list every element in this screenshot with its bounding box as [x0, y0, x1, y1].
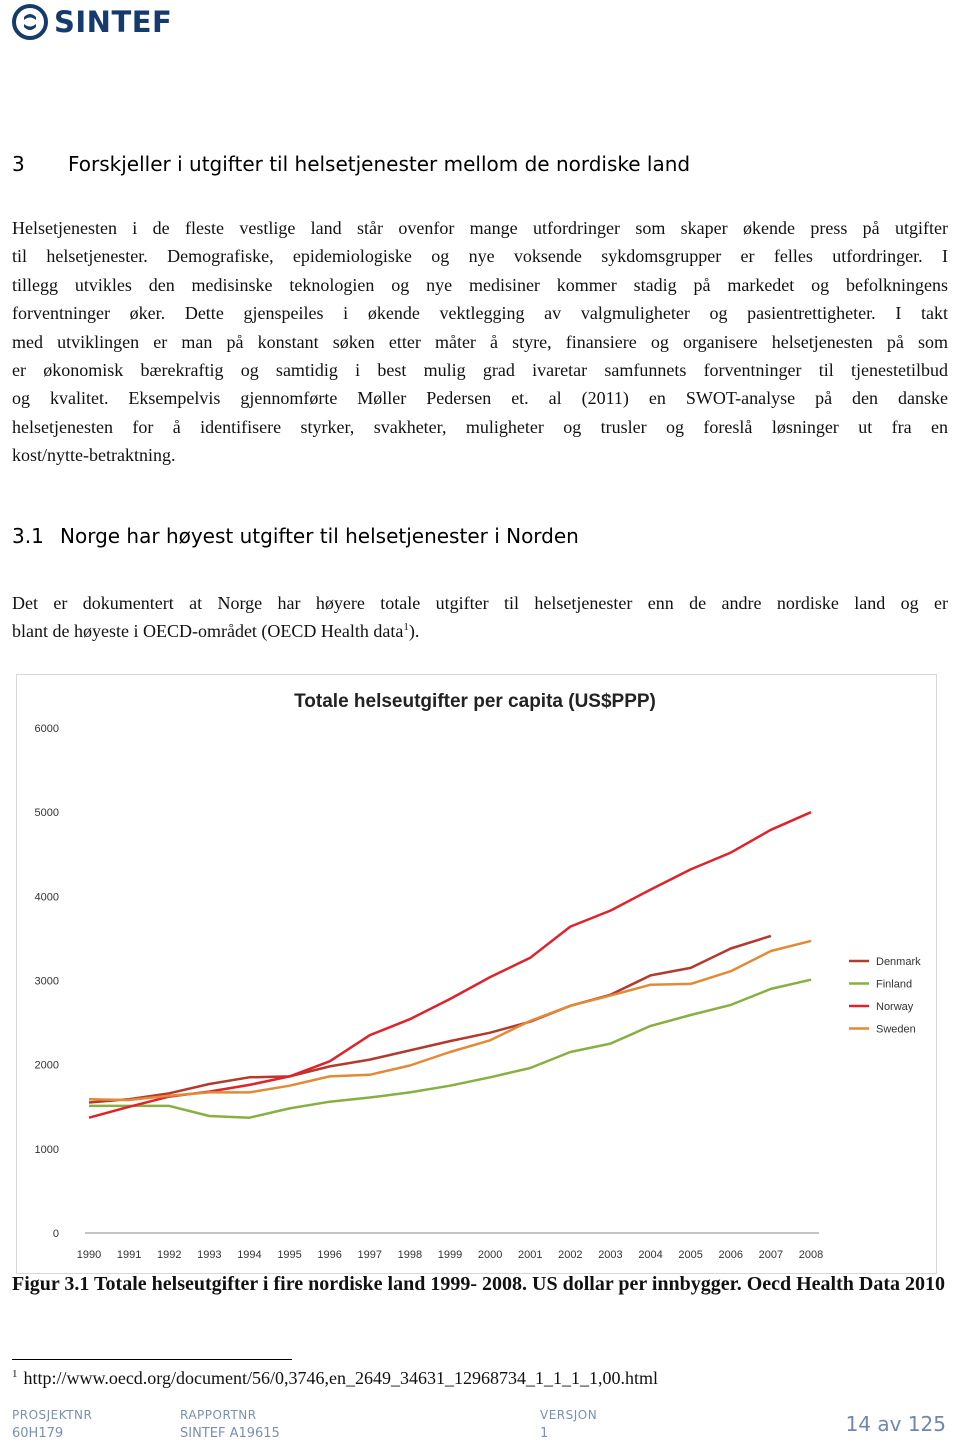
paragraph-line: er økonomisk bærekraftig og samtidig i best mulig grad ivaretar samfunnets forventninger til tjenestetilbud	[12, 360, 948, 381]
section-3-heading	[12, 152, 690, 176]
x-tick-label: 2002	[558, 1249, 583, 1261]
section-title: Forskjeller i utgifter til helsetjenester mellom de nordiske land	[68, 152, 691, 176]
x-tick-label: 1994	[237, 1249, 262, 1261]
x-tick-label: 2007	[758, 1249, 784, 1261]
footnote-ref[interactable]: 1	[403, 621, 409, 634]
y-tick-label: 5000	[34, 807, 59, 820]
footnote-divider	[12, 1359, 292, 1360]
x-tick-label: 2001	[517, 1249, 543, 1261]
legend-label-finland: Finland	[876, 978, 913, 991]
y-tick-label: 4000	[34, 891, 59, 904]
chart-title: Totale helseutgifter per capita (US$PPP)	[294, 691, 656, 712]
brand-name: SINTEF	[54, 5, 173, 39]
page-number: 14 av 125	[845, 1412, 946, 1436]
legend-label-norway: Norway	[876, 1001, 914, 1013]
paragraph-line: Det er dokumentert at Norge har høyere totale utgifter til helsetjenester enn de andre nordiske land og er	[12, 593, 948, 613]
x-tick-label: 1998	[397, 1249, 423, 1261]
legend-label-sweden: Sweden	[876, 1023, 916, 1036]
x-tick-label: 1999	[437, 1249, 463, 1261]
intro-paragraph	[12, 214, 948, 470]
section-3-1-heading	[12, 524, 579, 548]
paragraph-line: med utviklingen er man på konstant søken etter måter å styre, finansiere og organisere helsetjenesten på som	[12, 331, 948, 352]
x-tick-label: 1993	[197, 1249, 222, 1261]
x-tick-label: 2006	[718, 1249, 744, 1261]
section-number: 3	[12, 152, 25, 176]
x-tick-label: 2004	[638, 1249, 663, 1261]
section-number: 3.1	[12, 524, 44, 548]
project-value: 60H179	[12, 1426, 64, 1441]
y-tick-label: 6000	[34, 723, 59, 735]
paragraph-text: blant de høyeste i OECD-området (OECD Health data	[12, 621, 404, 642]
sintef-logo	[12, 4, 172, 40]
x-tick-label: 1997	[357, 1249, 383, 1261]
x-tick-label: 1990	[76, 1249, 102, 1261]
series-line-denmark	[89, 936, 771, 1103]
paragraph-text: ).	[408, 621, 420, 642]
sintef-logo-icon	[12, 4, 48, 40]
x-tick-label: 1992	[156, 1249, 182, 1261]
x-tick-label: 2003	[598, 1249, 623, 1261]
version-value: 1	[540, 1426, 549, 1441]
project-label: PROSJEKTNR	[12, 1408, 93, 1422]
footnote-mark: 1	[12, 1368, 18, 1380]
version-label: VERSJON	[540, 1408, 598, 1422]
x-tick-label: 2000	[477, 1249, 503, 1261]
footnote-link[interactable]: http://www.oecd.org/document/56/0,3746,en_2649_34631_12968734_1_1_1_1,00.html	[23, 1368, 658, 1388]
report-value: SINTEF A19615	[180, 1426, 280, 1441]
paragraph-line: til helsetjenester. Demografiske, epidemiologiske og nye voksende sykdomsgrupper er felles utfordringer. I	[12, 246, 948, 267]
footer-project	[12, 1408, 92, 1441]
legend-label-denmark: Denmark	[876, 956, 921, 968]
series-line-sweden	[89, 941, 811, 1100]
paragraph-line: helsetjenesten for å identifisere styrker, svakheter, muligheter og trusler og foreslå løsninger ut fra en	[12, 416, 948, 437]
x-tick-label: 1996	[317, 1249, 342, 1261]
health-expenditure-chart	[16, 674, 937, 1274]
page-footer	[0, 1408, 960, 1455]
norway-paragraph	[12, 589, 948, 646]
section-title: Norge har høyest utgifter til helsetjenester i Norden	[60, 524, 579, 548]
chart-svg	[17, 675, 936, 1273]
paragraph-line: kost/nytte-betraktning.	[12, 445, 176, 466]
x-tick-label: 1995	[277, 1249, 302, 1261]
series-line-finland	[89, 980, 811, 1118]
paragraph-line: Helsetjenesten i de fleste vestlige land står ovenfor mange utfordringer som skaper økende press på utgifter	[12, 218, 948, 238]
y-tick-label: 1000	[34, 1143, 59, 1156]
y-tick-label: 2000	[34, 1059, 59, 1072]
paragraph-line: og kvalitet. Eksempelvis gjennomførte Møller Pedersen et. al (2011) en SWOT-analyse på den danske	[12, 388, 948, 409]
series-line-norway	[89, 812, 811, 1117]
y-tick-label: 3000	[34, 975, 59, 988]
footnote	[12, 1368, 658, 1389]
footer-report	[180, 1408, 280, 1441]
x-tick-label: 2008	[798, 1249, 824, 1261]
paragraph-line	[12, 617, 948, 645]
x-tick-label: 2005	[678, 1249, 703, 1261]
paragraph-line: forventninger øker. Dette gjenspeiles i økende vektlegging av valgmuligheter og pasientrettigheter. I takt	[12, 303, 948, 324]
figure-caption: Figur 3.1 Totale helseutgifter i fire nordiske land 1999- 2008. US dollar per innbygger. Oecd Health Data 2010	[12, 1273, 945, 1295]
report-label: RAPPORTNR	[180, 1408, 257, 1422]
y-tick-label: 0	[52, 1228, 59, 1240]
x-tick-label: 1991	[116, 1249, 142, 1261]
footer-version	[540, 1408, 597, 1441]
paragraph-line: tillegg utvikles den medisinske teknologien og nye medisiner kommer stadig på markedet og befolkningens	[12, 274, 948, 295]
